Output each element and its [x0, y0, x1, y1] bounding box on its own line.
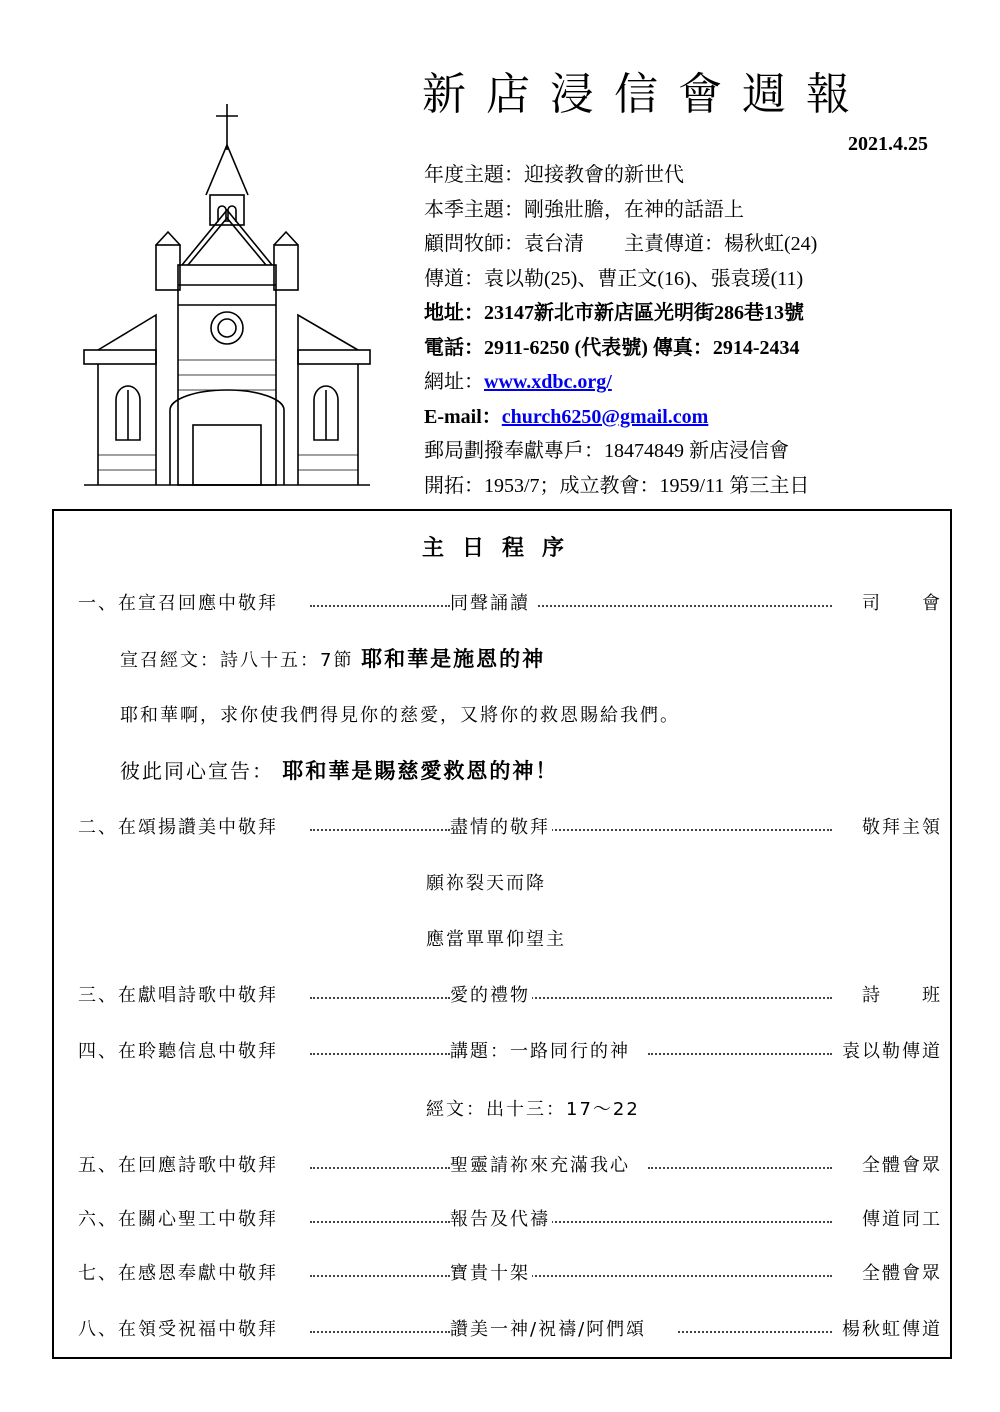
leader-dots: [528, 1275, 832, 1277]
item-leader: 楊秋虹傳道: [842, 1319, 942, 1340]
leader-dots: [310, 605, 450, 607]
program-item: [78, 1151, 942, 1181]
website-link[interactable]: www.xdbc.org/: [484, 371, 612, 393]
postal-line: 郵局劃撥奉獻專戶：18474849 新店浸信會: [424, 440, 789, 462]
item-content: 講題：一路同行的神: [450, 1037, 632, 1063]
declaration-text: 耶和華是賜慈愛救恩的神！: [282, 758, 559, 783]
leader-dots: [678, 1331, 832, 1333]
program-item: [78, 1037, 942, 1067]
bulletin-title: 新店浸信會週報: [422, 69, 870, 120]
leader-dots: [538, 605, 832, 607]
season-theme: 本季主題：剛強壯膽，在神的話語上: [424, 198, 744, 221]
call-verse-text: 耶和華啊，求你使我們得見你的慈愛，又將你的救恩賜給我們。: [120, 705, 680, 726]
item-content: 聖靈請祢來充滿我心: [450, 1151, 632, 1177]
leader-dots: [310, 997, 450, 999]
item-content: 同聲誦讀: [450, 589, 532, 615]
leader-dots: [310, 1331, 450, 1333]
leader-dots: [548, 829, 832, 831]
scripture: 經文：出十三：17～22: [426, 1099, 640, 1120]
leader-dots: [648, 1053, 832, 1055]
item-label: 四、在聆聽信息中敬拜: [78, 1041, 278, 1062]
leader-dots: [310, 1053, 450, 1055]
leader-dots: [548, 1221, 832, 1223]
leader-dots: [310, 829, 450, 831]
website-line: [424, 365, 964, 400]
item-leader: 全體會眾: [862, 1155, 942, 1176]
call-verse-ref: 宣召經文：詩八十五：7節: [120, 650, 354, 671]
item-content: 寶貴十架: [450, 1259, 532, 1285]
item-leader: 司 會: [862, 593, 942, 614]
item-label: 一、在宣召回應中敬拜: [78, 593, 278, 614]
call-verse: [120, 643, 545, 673]
item-leader: 全體會眾: [862, 1263, 942, 1284]
email-link[interactable]: church6250@gmail.com: [501, 405, 709, 428]
declaration-label: 彼此同心宣告：: [120, 759, 274, 783]
program-item: [78, 589, 942, 619]
item-content: 愛的禮物: [450, 981, 532, 1007]
program-item: [78, 981, 942, 1011]
item-label: 三、在獻唱詩歌中敬拜: [78, 985, 278, 1006]
leader-dots: [528, 997, 832, 999]
call-verse-title: 耶和華是施恩的神: [361, 646, 546, 671]
item-content: 報告及代禱: [450, 1205, 552, 1231]
leader-dots: [310, 1221, 450, 1223]
leader-dots: [648, 1167, 832, 1169]
pastors-line: 顧問牧師：袁台清 主責傳道：楊秋虹(24): [424, 233, 818, 255]
website-label: 網址：: [424, 371, 484, 393]
item-label: 六、在關心聖工中敬拜: [78, 1209, 278, 1230]
item-leader: 敬拜主領: [862, 817, 942, 838]
item-leader: 傳道同工: [862, 1209, 942, 1230]
leader-dots: [310, 1167, 450, 1169]
email-label: E-mail：: [424, 405, 502, 428]
leader-dots: [310, 1275, 450, 1277]
email-line: [424, 400, 964, 435]
program-heading: 主日程序: [421, 535, 582, 561]
bulletin-date: 2021.4.25: [848, 133, 928, 155]
item-content: 盡情的敬拜: [450, 813, 552, 839]
item-label: 七、在感恩奉獻中敬拜: [78, 1263, 278, 1284]
item-leader: 詩 班: [862, 985, 942, 1006]
item-label: 五、在回應詩歌中敬拜: [78, 1155, 278, 1176]
program-box: [52, 509, 952, 1359]
program-item: [78, 1205, 942, 1235]
item-leader: 袁以勒傳道: [842, 1041, 942, 1062]
annual-theme: 年度主題：迎接教會的新世代: [424, 164, 684, 186]
address-line: 地址：23147新北市新店區光明街286巷13號: [424, 302, 804, 324]
founded-line: 開拓：1953/7；成立教會：1959/11 第三主日: [424, 474, 810, 497]
item-label: 八、在領受祝福中敬拜: [78, 1319, 278, 1340]
song-title: 願祢裂天而降: [426, 873, 546, 894]
program-item: [78, 1315, 942, 1345]
phone-line: 電話：2911-6250 (代表號) 傳真：2914-2434: [424, 336, 800, 359]
program-item: [78, 1259, 942, 1289]
church-info: [424, 158, 964, 503]
program-item: [78, 813, 942, 843]
church-illustration: [78, 100, 378, 500]
item-label: 二、在頌揚讚美中敬拜: [78, 817, 278, 838]
song-title: 應當單單仰望主: [426, 929, 566, 950]
preachers-line: 傳道：袁以勒(25)、曹正文(16)、張袁瑗(11): [424, 267, 804, 290]
declaration: [120, 755, 558, 785]
item-content: 讚美一神/祝禱/阿們頌: [450, 1315, 648, 1341]
